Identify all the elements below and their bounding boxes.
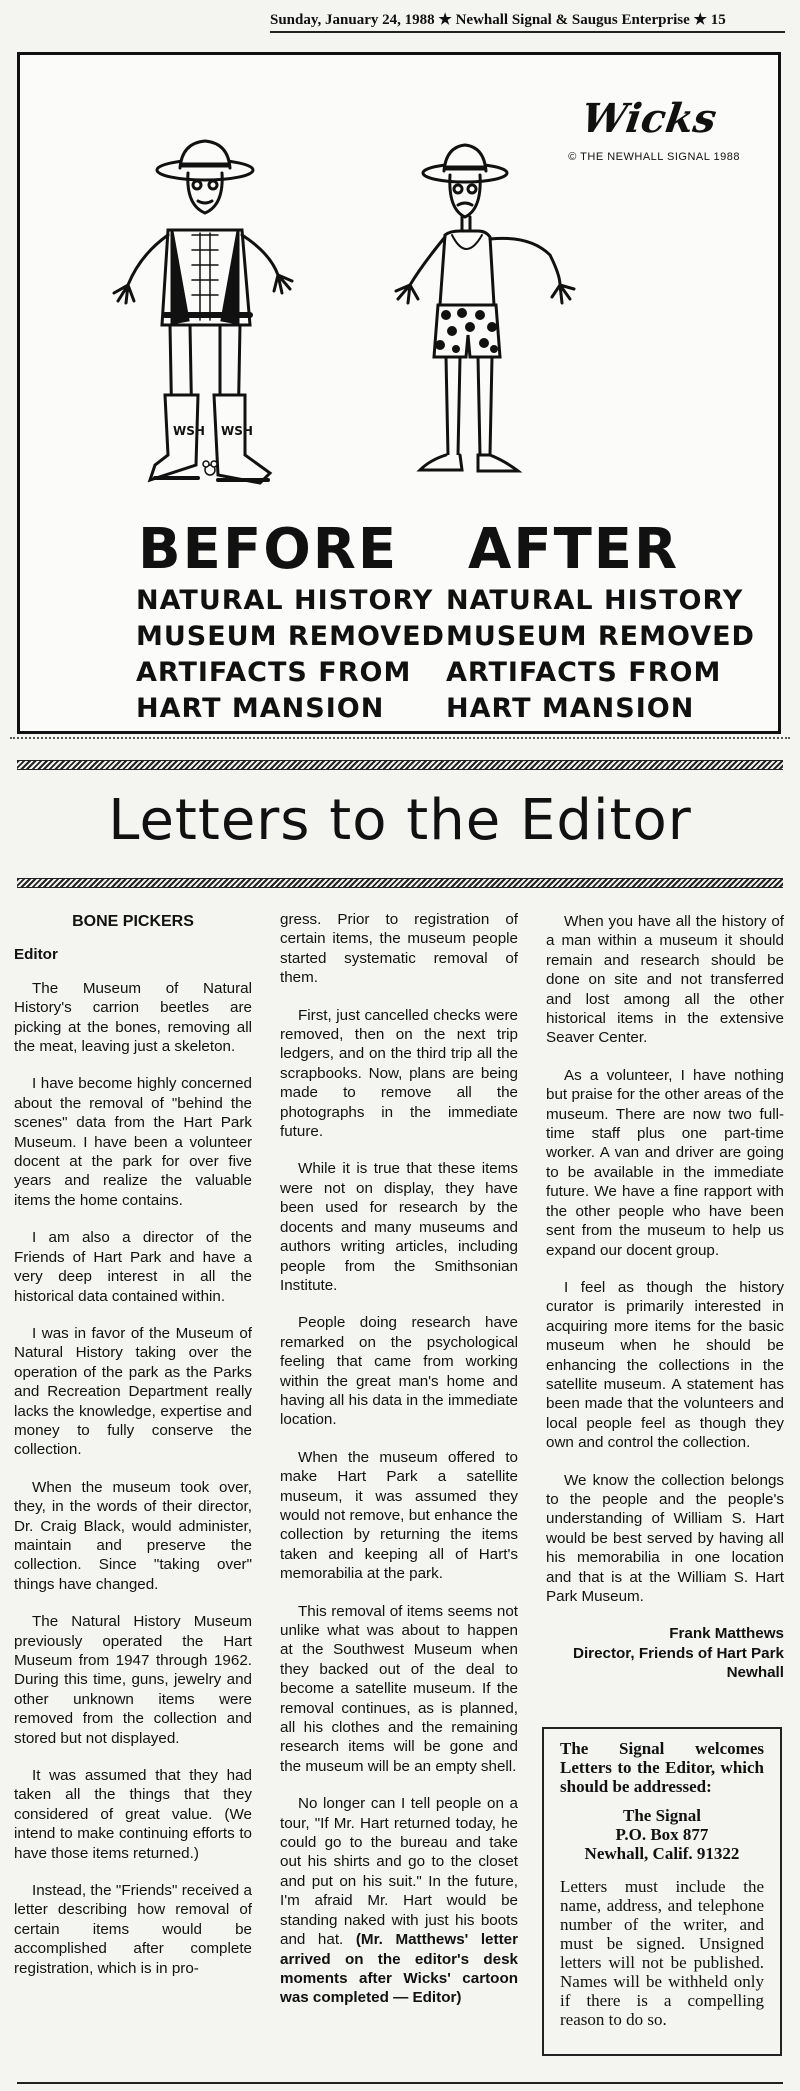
letter-paragraph: I feel as though the history curator is primarily interested in acquiring more items for the basic museum when he should be enhancing the collections in the satellite museum. A statement has been made that the volunteers and local people feel as though they own and control the collection. [546,1278,784,1452]
letter-paragraph [280,1794,518,2007]
letter-paragraph: When the museum offered to make Hart Park a satellite museum, it was assumed they would not remove, but enhance the collection by returning the items taken and keeping all of Hart's memorabilia at the park. [280,1448,518,1583]
editor-note: (Mr. Matthews' letter arrived on the editor's desk moments after Wicks' cartoon was completed — Editor) [280,1931,518,2007]
letter-paragraph: This removal of items seems not unlike what was about to happen at the Southwest Museum when they backed out of the deal to become a satellite museum. If the removal continues, as is planned, all his clothes and the remaining research items will be gone and the museum will be an empty shell. [280,1602,518,1775]
letter-text: No longer can I tell people on a tour, "If Mr. Hart returned today, he could go to the bureau and take out his shirts and go to the closet and put on his suit." In the future, I'm afraid Mr. Hart would be standing naked with just his boots and hat. [280,1795,518,1949]
before-caption-line: ARTIFACTS FROM [136,657,412,688]
address-line: The Signal [623,1806,701,1825]
cartoonist-signature: Wicks [578,95,720,142]
after-caption-line: NATURAL HISTORY [446,585,744,616]
before-boot-letters: WSH [173,424,205,438]
letter-paragraph: The Natural History Museum previously operated the Hart Museum from 1947 through 1962. During this time, guns, jewelry and other unknown items were removed from the collection and stored but not displayed. [14,1613,252,1747]
before-caption-line: NATURAL HISTORY [136,585,434,616]
bottom-rule [17,2082,783,2084]
letters-policy-box [542,1727,782,2056]
address-line: Newhall, Calif. 91322 [584,1844,740,1863]
letter-paragraph: gress. Prior to registration of certain items, the museum people started systematic removal of them. [280,911,518,987]
before-caption-lines [136,583,445,727]
after-figure-illustration [390,135,620,505]
letter-paragraph: People doing research have remarked on the psychological feeling that came from working within the great man's home and having all his data in the immediate location. [280,1314,518,1429]
before-caption-line: MUSEUM REMOVED [136,621,445,652]
letter-headline: BONE PICKERS [72,913,194,930]
after-caption-title: AFTER [468,517,680,582]
policy-body: Letters must include the name, address, and telephone number of the writer, and must be signed. Unsigned letters will not be published. Names will be withheld only if there is a compelling reason to do so. [560,1877,764,2029]
letter-paragraph: I am also a director of the Friends of Hart Park and have a very deep interest in all the historical data contained within. [14,1229,252,1305]
letter-signature-name: Frank Matthews [669,1625,784,1643]
letter-column-3 [546,912,784,1683]
address-line: P.O. Box 877 [615,1825,709,1844]
letter-paragraph: Instead, the "Friends" received a letter describing how removal of certain items would be accomplished after complete registration, which is in pro- [14,1882,252,1977]
letter-salutation: Editor [14,946,58,964]
letter-paragraph: While it is true that these items were not on display, they have been used for research by the docents and many museums and authors writing articles, including people from the Smithsonian Institute. [280,1160,518,1294]
letter-paragraph: When you have all the history of a man within a museum it should remain and research should be done on site and not transferred and lost among all the other historical items in the extensive Seaver Center. [546,913,784,1047]
section-title: Letters to the Editor [108,788,692,853]
editorial-cartoon [17,52,781,734]
masthead-rule [270,31,785,33]
before-caption-line: HART MANSION [136,693,385,724]
letter-paragraph: As a volunteer, I have nothing but praise for the other areas of the museum. There are now two full-time staff plus one part-time worker. A van and driver are going to be available in the immediate future. We have a fine rapport with the other people who have been sent from the museum to help us expand our docent group. [546,1066,784,1259]
letter-signature-title: Director, Friends of Hart Park [572,1644,784,1662]
cartoon-copyright: © THE NEWHALL SIGNAL 1988 [568,151,740,163]
policy-intro: The Signal welcomes Letters to the Editor, which should be addressed: [560,1739,764,1796]
after-caption-lines [446,583,755,727]
letter-paragraph: First, just cancelled checks were removed, then on the next trip ledgers, and on the third trip all the scrapbooks. Now, plans are being made to remove all the photographs in the immediate future. [280,1006,518,1141]
after-caption-line: HART MANSION [446,693,695,724]
letter-paragraph: It was assumed that they had taken all the things that they considered of great value. (We intend to make continuing efforts to have those items returned.) [14,1767,252,1862]
letter-signature-place: Newhall [726,1664,784,1682]
letter-column-1 [14,912,252,1996]
letter-paragraph: When the museum took over, they, in the words of their director, Dr. Craig Black, would administer, maintain and preserve the collection. Since "taking over" things have changed. [14,1478,252,1593]
page-divider [10,737,790,739]
masthead: Sunday, January 24, 1988 ★ Newhall Signal & Saugus Enterprise ★ 15 [270,12,726,28]
letter-paragraph: I was in favor of the Museum of Natural History taking over the operation of the park as the Parks and Recreation Department really lacks the knowledge, expertise and money to fully conserve the collection. [14,1324,252,1459]
before-figure-illustration [110,135,310,505]
letter-paragraph: The Museum of Natural History's carrion beetles are picking at the bones, removing all the meat, leaving just a skeleton. [14,979,252,1056]
letter-paragraph: We know the collection belongs to the people and the people's understanding of William S. Hart would be best served by having all his memorabilia in one location and that is at the William S. Hart Park Museum. [546,1471,784,1605]
letter-column-2 [280,910,518,2026]
after-caption-line: ARTIFACTS FROM [446,657,722,688]
before-caption-title: BEFORE [138,517,399,582]
letter-paragraph: I have become highly concerned about the removal of "behind the scenes" data from the Hart Park Museum. I have been a volunteer docent at the park for over five years and realize the valuable items the home contains. [14,1075,252,1209]
before-boot-letters: WSH [221,424,253,438]
section-rule-top [17,760,783,770]
policy-address [560,1806,764,1863]
section-rule-bottom [17,878,783,888]
after-caption-line: MUSEUM REMOVED [446,621,755,652]
